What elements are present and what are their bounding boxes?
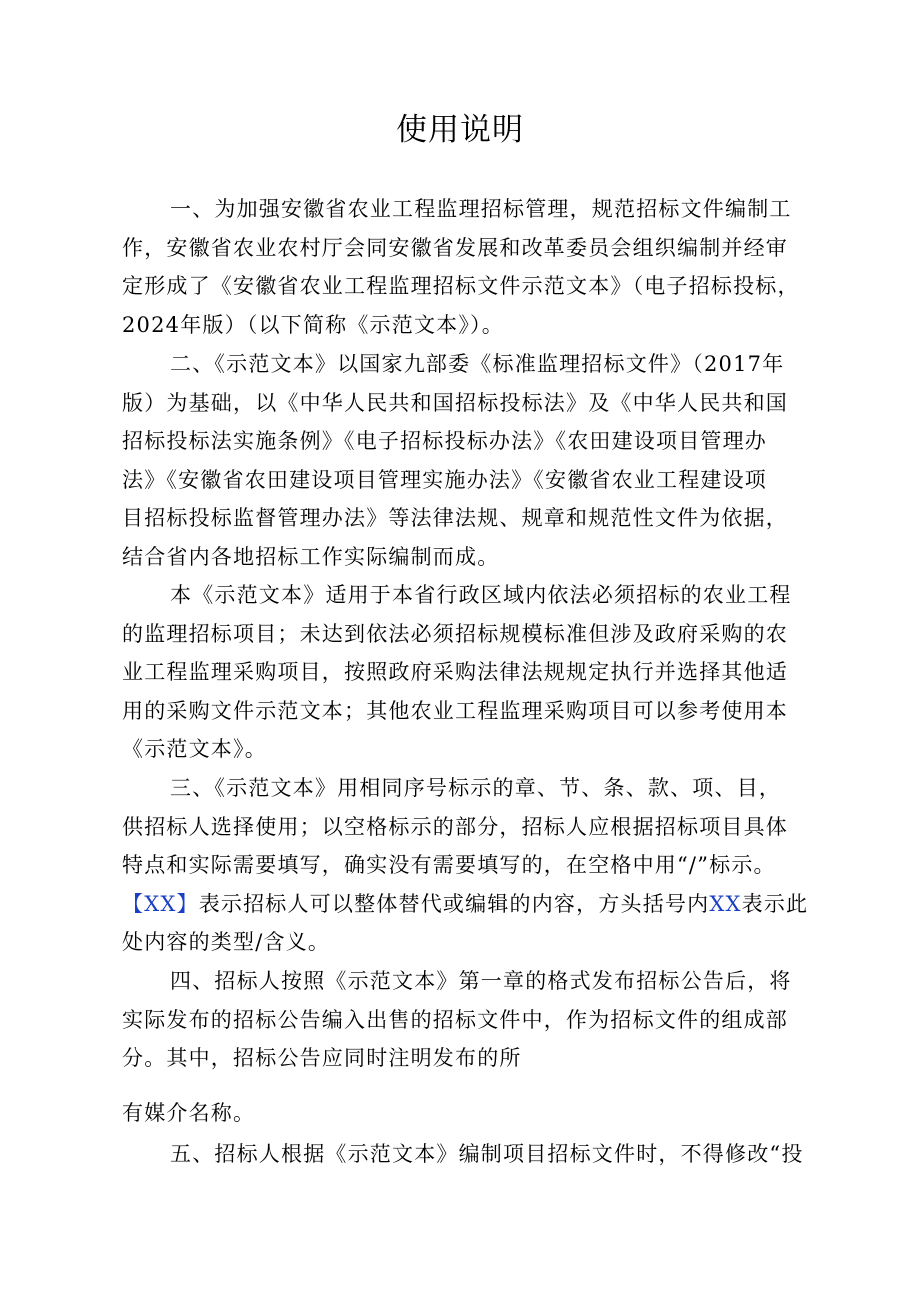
paragraph-5-line-1: 四、招标人按照《示范文本》第一章的格式发布招标公告后，将 [170, 969, 792, 993]
paragraph-3 [122, 576, 822, 769]
paragraph-3-line-1: 本《示范文本》适用于本省行政区域内依法必须招标的农业工程 [170, 583, 792, 607]
paragraph-7-line-1: 五、招标人根据《示范文本》编制项目招标文件时，不得修改“投 [170, 1142, 804, 1166]
paragraph-7 [122, 1135, 822, 1174]
paragraph-5-line-2: 实际发布的招标公告编入出售的招标文件中，作为招标文件的组成部 [122, 1007, 788, 1032]
paragraph-4 [122, 769, 822, 962]
paragraph-5 [122, 962, 822, 1078]
paragraph-4-line-3: 特点和实际需要填写，确实没有需要填写的，在空格中用“/”标示。 [122, 853, 776, 878]
paragraph-3-line-3: 业工程监理采购项目，按照政府采购法律法规规定执行并选择其他适 [122, 660, 788, 685]
paragraph-6 [122, 1094, 822, 1133]
paragraph-4-line-4-tail: 表示此 [741, 891, 809, 916]
paragraph-2-line-2: 版）为基础，以《中华人民共和国招标投标法》及《中华人民共和国 [122, 390, 788, 415]
paragraph-6-line-1: 有媒介名称。 [122, 1101, 256, 1125]
paragraph-3-line-5: 《示范文本》。 [122, 737, 267, 762]
placeholder-xx: XX [709, 891, 742, 916]
paragraph-4-line-2: 供招标人选择使用；以空格标示的部分，招标人应根据招标项目具体 [122, 814, 788, 839]
paragraph-1-line-3: 定形成了《安徽省农业工程监理招标文件示范文本》（电子招标投标， [122, 274, 800, 299]
paragraph-4-line-5: 处内容的类型/含义。 [122, 930, 331, 955]
placeholder-marker: 【XX】 [122, 891, 199, 916]
paragraph-2 [122, 345, 822, 577]
paragraph-2-line-4: 法》《安徽省农田建设项目管理实施办法》《安徽省农业工程建设项 [122, 467, 767, 492]
paragraph-4-line-4-text: 表示招标人可以整体替代或编辑的内容，方头括号内 [198, 891, 710, 916]
paragraph-3-line-2: 的监理招标项目；未达到依法必须招标规模标准但涉及政府采购的农 [122, 621, 788, 646]
paragraph-2-line-1: 二、《示范文本》以国家九部委《标准监理招标文件》（2017年 [170, 352, 785, 376]
paragraph-2-line-3: 招标投标法实施条例》《电子招标投标办法》《农田建设项目管理办 [122, 429, 767, 454]
paragraph-5-line-3: 分。其中，招标公告应同时注明发布的所 [122, 1046, 522, 1071]
paragraph-4-line-4 [122, 885, 822, 924]
paragraph-1 [122, 190, 822, 344]
paragraph-2-line-6: 结合省内各地招标工作实际编制而成。 [122, 544, 500, 569]
paragraph-3-line-4: 用的采购文件示范文本；其他农业工程监理采购项目可以参考使用本 [122, 698, 788, 723]
paragraph-2-line-5: 目招标投标监督管理办法》等法律法规、规章和规范性文件为依据， [122, 506, 788, 531]
page-title: 使用说明 [396, 112, 524, 148]
paragraph-1-line-1: 一、为加强安徽省农业工程监理招标管理，规范招标文件编制工 [170, 197, 792, 221]
paragraph-1-line-2: 作，安徽省农业农村厅会同安徽省发展和改革委员会组织编制并经审 [122, 235, 788, 260]
paragraph-4-line-1: 三、《示范文本》用相同序号标示的章、节、条、款、项、目， [170, 776, 782, 800]
paragraph-1-line-4: 2024年版）（以下简称《示范文本》）。 [122, 312, 504, 337]
